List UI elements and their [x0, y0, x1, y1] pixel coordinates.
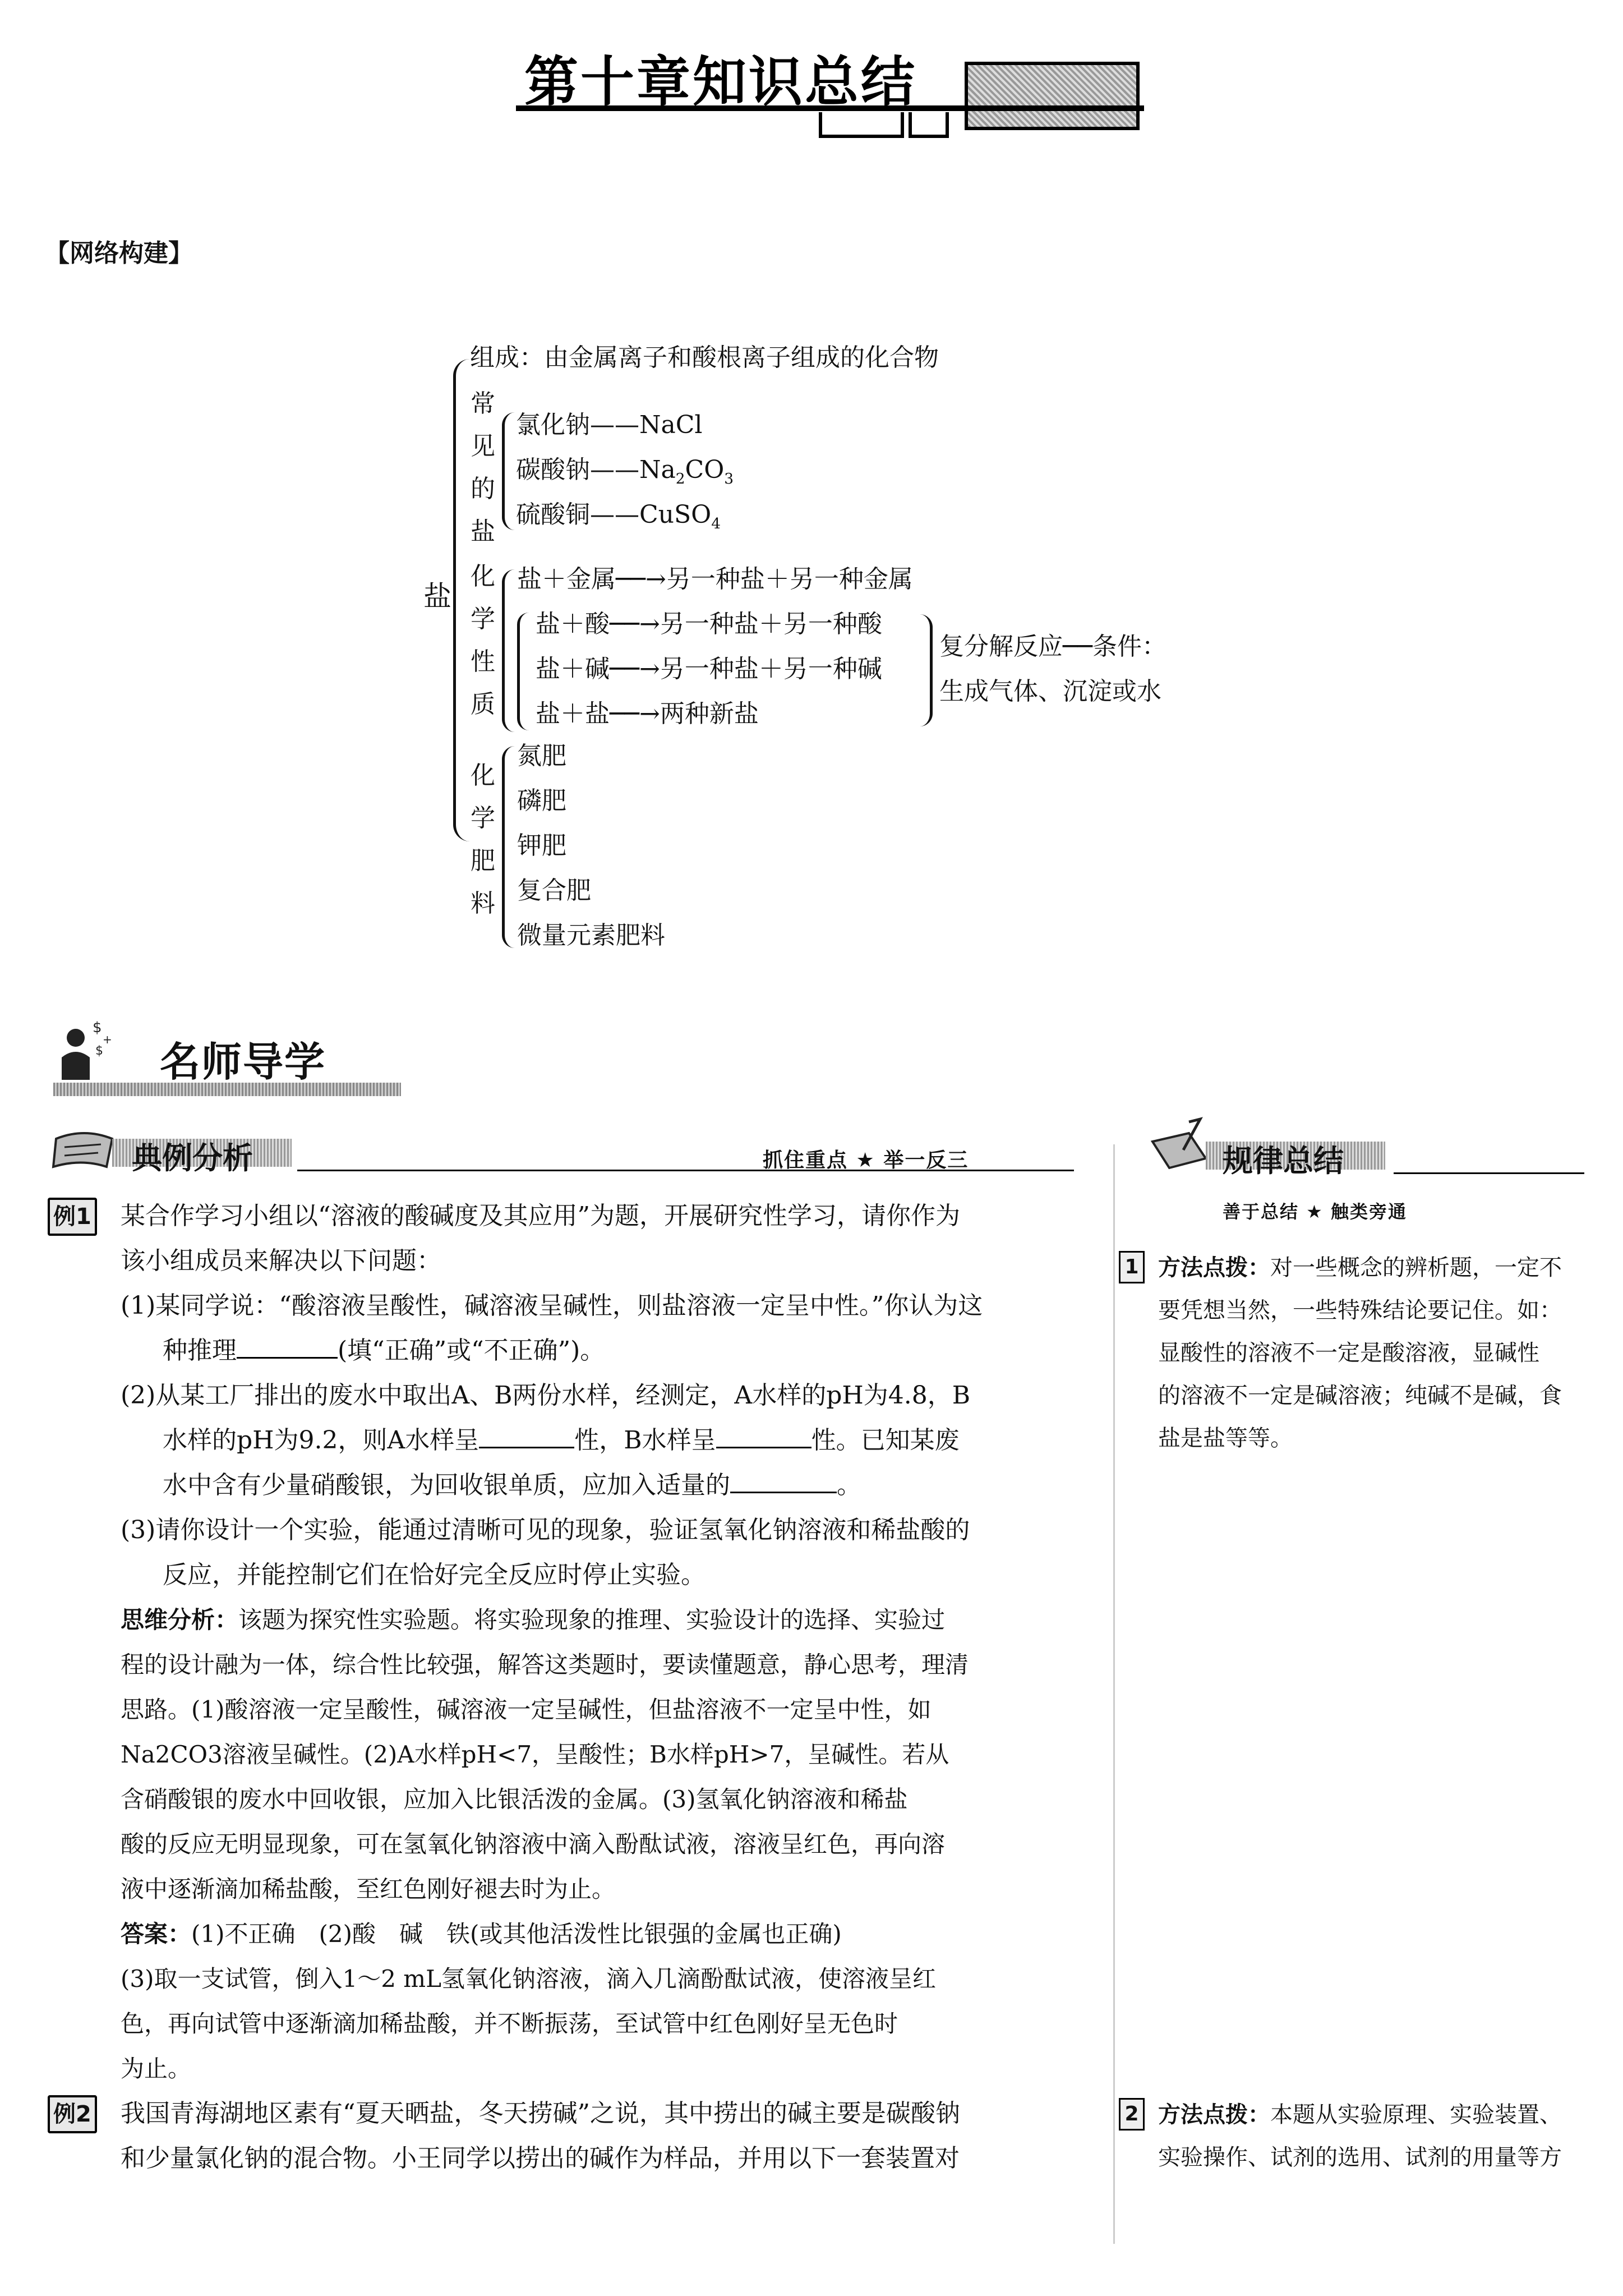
question-2-cont: 水中含有少量硝酸银，为回收银单质，应加入适量的 。 — [163, 1463, 861, 1508]
answer-blank[interactable] — [479, 1422, 574, 1448]
example-text: 某合作学习小组以“溶液的酸碱度及其应用”为题，开展研究性学习，请你作为 — [121, 1202, 960, 1230]
fertilizer-item: 氮肥 — [517, 742, 566, 770]
section-banner: 名师导学 — [160, 1038, 326, 1085]
example-tag: 例2 — [48, 2095, 97, 2133]
answer-line: 为止。 — [121, 2055, 192, 2082]
tip-line: 显酸性的溶液不一定是酸溶液，显碱性 — [1158, 1340, 1539, 1366]
question-1-cont: 种推理 (填“正确”或“不正确”)。 — [163, 1328, 605, 1373]
tip-line: 方法点拨：对一些概念的辨析题，一定不 — [1158, 1255, 1562, 1281]
salt-item: 硫酸铜——CuSO$_4$ — [516, 500, 721, 532]
salt-item: 碳酸钠$——Na_2CO_3$ — [516, 455, 734, 487]
tip-line: 实验操作、试剂的选用、试剂的用量等方 — [1158, 2145, 1562, 2170]
question-2-cont: 水样的pH为9.2，则A水样呈 性，B水样呈 性。已知某废 — [163, 1418, 960, 1463]
answer-blank[interactable] — [730, 1467, 837, 1493]
analysis-line: 液中逐渐滴加稀盐酸，至红色刚好褪去时为止。 — [121, 1875, 616, 1903]
tip-line: 的溶液不一定是碱溶液；纯碱不是碱，食 — [1158, 1383, 1562, 1409]
question-1: (1)某同学说：“酸溶液呈酸性，碱溶液呈碱性，则盐溶液一定呈中性。”你认为这 — [121, 1291, 983, 1320]
common-salts-brace — [502, 412, 515, 530]
rule-slogan: 善于总结 ★ 触类旁通 — [1223, 1201, 1407, 1222]
tip-line: 要凭想当然，一些特殊结论要记住。如： — [1158, 1297, 1562, 1323]
tip-number: 1 — [1119, 1251, 1145, 1283]
fertilizer-item: 磷肥 — [517, 786, 566, 815]
chem-prop-item: 盐＋酸──→另一种盐＋另一种酸 — [536, 610, 882, 638]
chem-props-label: 化 学 性 质 — [471, 562, 495, 719]
svg-text:$: $ — [95, 1044, 103, 1058]
teacher-icon — [53, 1010, 121, 1083]
tip-line: 方法点拨：本题从实验原理、实验装置、 — [1158, 2102, 1562, 2128]
question-2: (2)从某工厂排出的废水中取出A、B两份水样，经测定，A水样的pH为4.8，B — [121, 1381, 971, 1410]
example-tag: 例1 — [48, 1198, 97, 1236]
chem-prop-item: 盐＋盐──→两种新盐 — [536, 700, 759, 728]
header-rule — [1394, 1172, 1584, 1174]
chem-prop-item: 盐＋金属──→另一种盐＋另一种金属 — [517, 565, 913, 593]
composition-line: 组成：由金属离子和酸根离子组成的化合物 — [470, 343, 939, 372]
analysis-line: 含硝酸银的废水中回收银，应加入比银活泼的金属。(3)氢氧化钠溶液和稀盐 — [121, 1786, 908, 1813]
right-brace — [920, 614, 933, 726]
page-title: 第十章知识总结 — [524, 50, 917, 113]
answer-blank[interactable] — [237, 1332, 338, 1359]
title-decoration — [965, 62, 1140, 130]
answer-line: 色，再向试管中逐渐滴加稀盐酸，并不断振荡，至试管中红色刚好呈无色时 — [121, 2010, 898, 2037]
example-header: 典例分析 — [132, 1140, 253, 1176]
column-divider — [1113, 1144, 1115, 2244]
fertilizer-item: 复合肥 — [517, 876, 591, 905]
answer-blank[interactable] — [716, 1422, 811, 1448]
tree-root: 盐 — [423, 580, 451, 613]
salt-item: 氯化钠——NaCl — [516, 411, 703, 439]
fertilizer-item: 微量元素肥料 — [517, 921, 665, 950]
double-decomp-brace — [517, 613, 529, 730]
fertilizer-brace — [502, 746, 515, 948]
answer-line: 答案：(1)不正确 (2)酸 碱 铁(或其他活泼性比银强的金属也正确) — [121, 1920, 842, 1948]
chem-prop-item: 盐＋碱──→另一种盐＋另一种碱 — [536, 655, 882, 683]
analysis-line: Na2CO3溶液呈碱性。(2)A水样pH<7，呈酸性；B水样pH>7，呈碱性。若从 — [121, 1741, 949, 1768]
svg-text:$: $ — [93, 1019, 102, 1036]
answer-line: (3)取一支试管，倒入1～2 mL氢氧化钠溶液，滴入几滴酚酞试液，使溶液呈红 — [121, 1965, 937, 1993]
analysis-line: 酸的反应无明显现象，可在氢氧化钠溶液中滴入酚酞试液，溶液呈红色，再向溶 — [121, 1830, 946, 1858]
fertilizer-item: 钾肥 — [517, 831, 566, 860]
scroll-icon — [50, 1128, 118, 1172]
section-label: 【网络构建】 — [45, 239, 193, 268]
example-slogan: 抓住重点 ★ 举一反三 — [763, 1149, 969, 1172]
svg-text:+: + — [103, 1033, 112, 1046]
analysis-line: 程的设计融为一体，综合性比较强，解答这类题时，要读懂题意，静心思考，理清 — [121, 1651, 969, 1678]
question-3: (3)请你设计一个实验，能通过清晰可见的现象，验证氢氧化钠溶液和稀盐酸的 — [121, 1516, 970, 1544]
analysis-line: 思路。(1)酸溶液一定呈酸性，碱溶液一定呈碱性，但盐溶液不一定呈中性，如 — [121, 1696, 932, 1723]
chem-props-brace — [502, 569, 515, 732]
example-text: 我国青海湖地区素有“夏天晒盐，冬天捞碱”之说，其中捞出的碱主要是碳酸钠 — [121, 2099, 960, 2128]
analysis-line: 思维分析：该题为探究性实验题。将实验现象的推理、实验设计的选择、实验过 — [121, 1606, 946, 1634]
rule-header: 规律总结 — [1223, 1143, 1344, 1179]
common-salts-label: 常 见 的 盐 — [471, 389, 495, 546]
root-brace — [453, 359, 471, 841]
example-text: 该小组成员来解决以下问题： — [121, 1246, 441, 1275]
tip-line: 盐是盐等等。 — [1158, 1425, 1293, 1451]
condition-line: 生成气体、沉淀或水 — [939, 677, 1161, 706]
fertilizer-label: 化 学 肥 料 — [471, 761, 495, 918]
question-3-cont: 反应，并能控制它们在恰好完全反应时停止实验。 — [163, 1561, 706, 1589]
example-text: 和少量氯化钠的混合物。小王同学以捞出的碱作为样品，并用以下一套装置对 — [121, 2144, 960, 2173]
tip-number: 2 — [1119, 2098, 1145, 2131]
condition-line: 复分解反应──条件： — [939, 632, 1166, 661]
